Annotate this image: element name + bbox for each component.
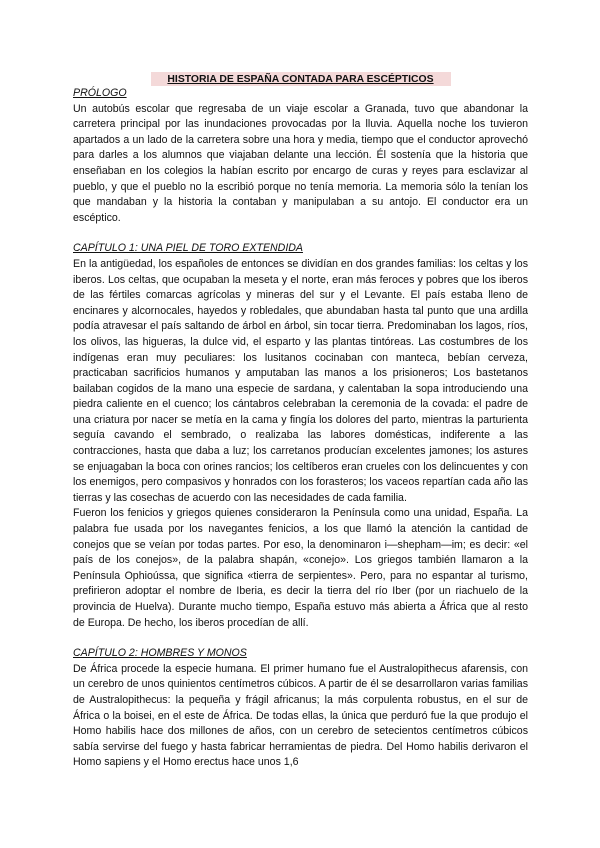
section-heading-capitulo-1: CAPÍTULO 1: UNA PIEL DE TORO EXTENDIDA [73,242,303,255]
section-heading-capitulo-2: CAPÍTULO 2: HOMBRES Y MONOS [73,647,247,660]
document-page [73,72,528,771]
document-title: HISTORIA DE ESPAÑA CONTADA PARA ESCÉPTICOS [151,72,451,86]
section-gap [73,226,528,241]
section-gap [73,631,528,646]
paragraph: Un autobús escolar que regresaba de un viaje escolar a Granada, tuvo que abandonar la carretera principal por las inundaciones provocadas por la lluvia. Aquella noche los tuvieron apartados a un lado de la carretera sobre una hora y media, tiempo que el conductor aprovechó para darles a los alumnos que viajaban delante una lección. Él sostenía que la historia que enseñaban en los colegios la habían escrito por encargo de curas y reyes para esclavizar al pueblo, y que el pueblo no la escribió porque no tenía memoria. La memoria sólo la tenían los que mandaban y la historia la contaban y manipulaban a su antojo. El conductor era un escéptico. [73,102,528,224]
paragraph: Fueron los fenicios y griegos quienes consideraron la Península como una unidad, España. La palabra fue usada por los navegantes fenicios, a los que llamó la atención la cantidad de conejos que se veían por todas partes. Por eso, la denominaron i—shepham—im; es decir: «el país de los conejos», de la palabra shapán, «conejo». Los griegos también llamaron a la Península Ophioússa, que significa «tierra de serpientes». Pero, para no espantar al turismo, prefirieron adoptar el nombre de Iberia, es decir la tierra del río Iber (por un riachuelo de la provincia de Huelva). Durante mucho tiempo, España estuvo más abierta a África que al resto de Europa. De hecho, los iberos procedían de allí. [73,507,528,629]
section-heading-prologo: PRÓLOGO [73,87,127,99]
paragraph: De África procede la especie humana. El primer humano fue el Australopithecus afarensis, con un cerebro de unos quinientos centímetros cúbicos. A partir de él se desarrollaron varias familias de Australopithecus: la pequeña y frágil africanus; la más corpulenta robustus, en el sur de África o la boisei, en el este de África. De todas ellas, la única que perduró fue la que produjo el Homo habilis hace dos millones de años, con un cerebro de setecientos centímetros cúbicos sabía servirse del fuego y hasta fabricar herramientas de piedra. Del Homo habilis derivaron el Homo sapiens y el Homo erectus hace unos 1,6 [73,662,528,769]
paragraph: En la antigüedad, los españoles de entonces se dividían en dos grandes familias: los celtas y los iberos. Los celtas, que ocupaban la meseta y el norte, eran más feroces y pobres que los iberos de las fértiles comarcas agrícolas y mineras del sur y el Levante. El país estaba lleno de encinares y alcornocales, hayedos y robledales, que abundaban hasta tal punto que una ardilla podía atravesar el país saltando de árbol en árbol, sin tocar tierra. Predominaban los lagos, ríos, los olivos, las higueras, la dulce vid, el esparto y las plantas tintóreas. Las costumbres de los indígenas eran muy peculiares: los lusitanos cocinaban con manteca, bebían cerveza, practicaban sacrificios humanos y amputaban las manos a los prisioneros; Los bastetanos bailaban cogidos de la mano una especie de sardana, y calentaban la sopa introduciendo una piedra caliente en el cuenco; los cántabros celebraban la ceremonia de la covada: el padre de una criatura por nacer se metía en la cama y fingía los dolores del parto, mientras la parturienta seguía cavando el sembrado, o realizaba las labores domésticas, indiferente a las contracciones, hasta que daba a luz; los carretanos producían excelentes jamones; los astures se enjuagaban la boca con orines rancios; los celtíberos eran crueles con los delincuentes y con los enemigos, pero compasivos y honrados con los forasteros; los vaceos repartían cada año las tierras y las cosechas de acuerdo con las necesidades de cada familia. [73,257,528,504]
